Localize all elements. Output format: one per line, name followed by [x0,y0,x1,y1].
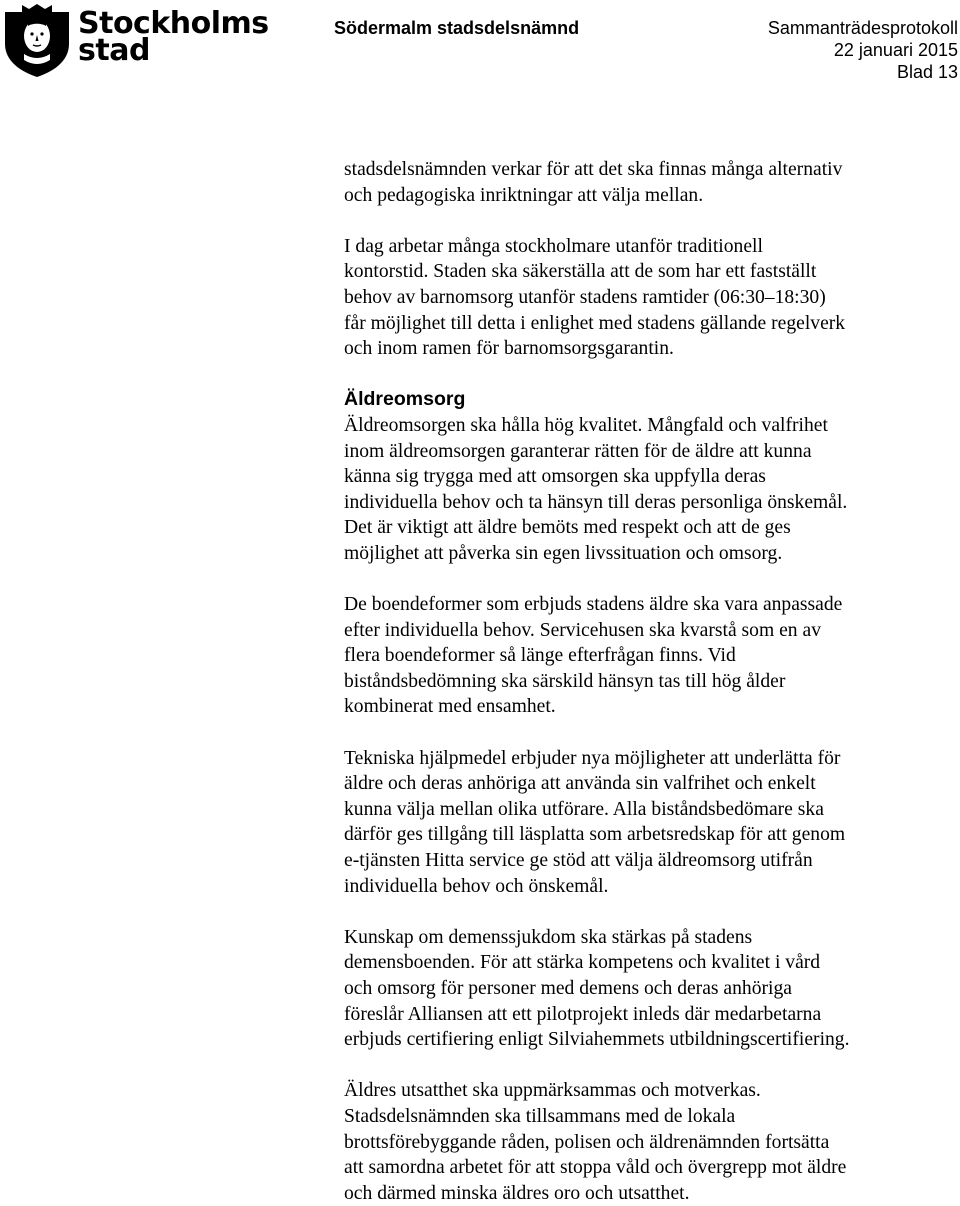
text-line: och därmed minska äldres oro och utsatthet. [344,1182,690,1204]
section-heading: Äldreomsorg [344,388,466,411]
text-line: och pedagogiska inriktningar att välja mellan. [344,184,704,206]
text-line: och inom ramen för barnomsorgsgarantin. [344,338,674,360]
paragraph-1 [344,157,956,208]
text-line: individuella behov och ta hänsyn till deras personliga önskemål. [344,491,848,513]
document-meta [768,17,958,83]
paragraph-7 [344,1078,956,1206]
logo-line-2: stad [78,33,150,68]
text-line: I dag arbetar många stockholmare utanför traditionell [344,235,763,257]
text-line: föreslår Alliansen att ett pilotprojekt inleds där medarbetarna [344,1003,822,1025]
text-line: stadsdelsnämnden verkar för att det ska finnas många alternativ [344,159,843,180]
paragraph-2 [344,234,956,362]
text-line: möjlighet att påverka sin egen livssituation och omsorg. [344,542,783,564]
document-date: 22 januari 2015 [833,40,958,60]
text-line: att samordna arbetet för att stoppa våld och övergrepp mot äldre [344,1157,847,1179]
text-line: individuella behov och önskemål. [344,875,609,897]
text-line: kombinerat med ensamhet. [344,696,556,718]
paragraph-3 [344,413,956,567]
text-line: efter individuella behov. Servicehusen ska kvarstå som en av [344,619,821,641]
committee-name: Södermalm stadsdelsnämnd [334,18,580,38]
document-type: Sammanträdesprotokoll [767,18,958,38]
text-line: inom äldreomsorgen garanterar rätten för de äldre att kunna [344,440,812,462]
page-number: Blad 13 [896,62,958,82]
text-line: känna sig trygga med att omsorgen ska uppfylla deras [344,466,766,488]
text-line: brottsförebyggande råden, polisen och äldrenämnden fortsätta [344,1131,830,1153]
text-line: därför ges tillgång till läsplatta som arbetsredskap för att genom [344,824,846,846]
paragraph-5 [344,746,956,900]
paragraph-6 [344,925,956,1053]
text-line: Äldres utsatthet ska uppmärksammas och motverkas. [344,1080,761,1102]
text-line: Äldreomsorgen ska hålla hög kvalitet. Mångfald och valfrihet [344,414,828,436]
stockholm-crest-icon [2,4,72,78]
text-line: demensboenden. För att stärka kompetens och kvalitet i vård [344,952,821,974]
text-line: Tekniska hjälpmedel erbjuder nya möjligheter att underlätta för [344,747,841,769]
text-line: kunna välja mellan olika utförare. Alla biståndsbedömare ska [344,798,824,820]
text-line: får möjlighet till detta i enlighet med stadens gällande regelverk [344,312,846,334]
text-line: e-tjänsten Hitta service ge stöd att välja äldreomsorg utifrån [344,850,813,872]
text-line: Det är viktigt att äldre bemöts med respekt och att de ges [344,517,791,539]
stockholm-logo [2,4,269,78]
paragraph-4 [344,592,956,720]
text-line: flera boendeformer så länge efterfrågan finns. Vid [344,645,736,667]
text-line: behov av barnomsorg utanför stadens ramtider (06:30–18:30) [344,286,826,308]
document-body [344,157,956,1206]
text-line: kontorstid. Staden ska säkerställa att de som har ett fastställt [344,261,817,283]
text-line: äldre och deras anhöriga att använda sin valfrihet och enkelt [344,773,816,795]
text-line: biståndsbedömning ska särskild hänsyn tas till hög ålder [344,670,786,692]
text-line: Kunskap om demenssjukdom ska stärkas på stadens [344,926,753,948]
text-line: och omsorg för personer med demens och deras anhöriga [344,978,792,999]
logo-wordmark [78,6,269,68]
text-line: De boendeformer som erbjuds stadens äldre ska vara anpassade [344,594,843,616]
text-line: erbjuds certifiering enligt Silviahemmets utbildningscertifiering. [344,1029,850,1051]
logo-line-1: Stockholms [78,6,269,41]
text-line: Stadsdelsnämnden ska tillsammans med de lokala [344,1105,736,1127]
